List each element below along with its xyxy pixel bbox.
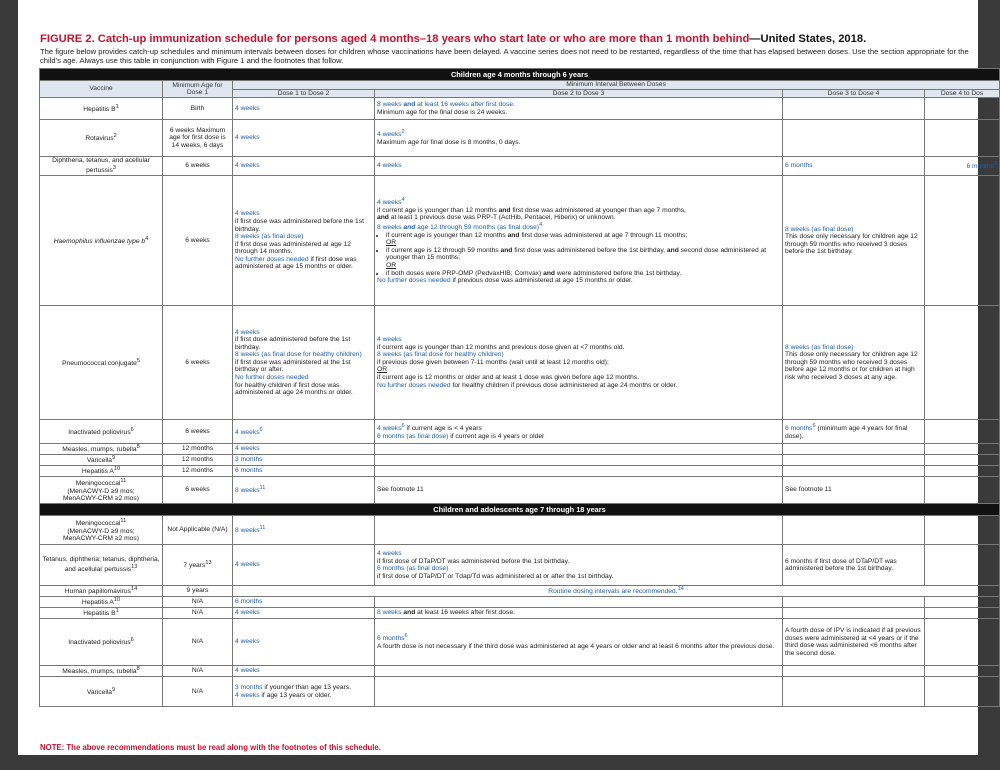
dose1-dose2-header: Dose 1 to Dose 2 [233,89,375,98]
table-row: Human papillomavirus$^{14}$ 9 years Routine dosing intervals are recommended.$^{14}$ [40,586,1000,597]
table-header-row [40,81,1000,90]
min-age-header: Minimum Age for Dose 1 [163,81,233,98]
table-row: Pneumococcal conjugate$^5$ 6 weeks 4 weeks if first dose administered before the 1st birthday. 8 weeks (as final dose for healthy children) if first dose was administered at the 1st birthday or after. No further doses needed for healthy children if first dose was administered at age 24 months or older. 4 weeks if current age is younger than 12 months and previous dose given at <7 months old. 8 weeks (as final dose for healthy children) if previous dose given between 7-11 months (wait until at least 12 months old); OR if current age is 12 months or older and at least 1 dose was given before age 12 months. No further doses needed for healthy children if previous dose administered at age 24 months or older. 8 weeks (as final dose) This dose only necessary for children age 12 through 59 months who received 3 doses before age 12 months or for children at high risk who received 3 doses at any age. [40,306,1000,420]
table-row: Varicella$^9$ 12 months 3 months [40,455,1000,466]
table-row: Haemophilus influenzae type $b^4$ 6 weeks 4 weeks if first dose was administered before the 1st birthday. 8 weeks (as final dose) if first dose was administered at age 12 through 14 months. No further doses needed if first dose was administered at age 15 months or older. 4 weeks$^4$ if current age is younger than 12 months and first dose was administered at younger than age 7 months, and at least 1 previous dose was PRP-T (ActHib, Pentacel, Hiberix) or unknown. 8 weeks and age 12 through 59 months (as final dose)$^4$ • if current age is younger than 12 months and first dose was administered at age 7 through 11 months; OR • if current age is 12 through 59 months and first dose was administered before the 1st birthday, and second dose administered at younger than 15 months; OR • if both doses were PRP-OMP (PedvaxHIB; Comvax) and were administered before the 1st birthday. No further doses needed if previous dose was administered at age 15 months or older. 8 weeks (as final dose) This dose only necessary for children age 12 through 59 months who received 3 doses before the 1st birthday. [40,176,1000,306]
dose2-dose3-header: Dose 2 to Dose 3 [375,89,783,98]
min-interval-header: Minimum Interval Between Doses [233,81,1000,90]
vaccine-cell: Hepatitis $B^1$ [40,98,163,120]
table-row: Measles, mumps, rubella$^8$ 12 months 4 weeks [40,444,1000,455]
figure-title: FIGURE 2. Catch-up immunization schedule for persons aged 4 months–18 years who start late or who are more than 1 month behind—United States, 2018. [40,33,867,45]
table-row: Measles, mumps, rubella$^8$ N/A 4 weeks [40,666,1000,677]
table-row: Hepatitis $A^{10}$ 12 months 6 months [40,466,1000,477]
table-row: Hepatitis $B^1$ N/A 4 weeks 8 weeks and at least 16 weeks after first dose. [40,608,1000,619]
footnote-note: NOTE: The above recommendations must be read along with the footnotes of this schedule. [40,743,381,752]
document-page [18,0,998,755]
table-row: Meningococcal$^{11}$ (MenACWY-D ≥9 mos; MenACWY-CRM ≥2 mos) 6 weeks 8 weeks$^{11}$ See footnote 11 See footnote 11 [40,477,1000,504]
intro-text: The figure below provides catch-up schedules and minimum intervals between doses for children whose vaccinations have been delayed. A vaccine series does not need to be restarted, regardless of the time that has elapsed between doses. Use the section appropriate for the child's age. Always use this table in conjunction with Figure 1 and the footnotes that follow. [40,47,969,66]
table-row: Varicella$^9$ N/A 3 months if younger than age 13 years. 4 weeks if age 13 years or older. [40,677,1000,707]
table-row: Inactivated poliovirus$^6$ 6 weeks 4 weeks$^6$ 4 weeks$^6$ if current age is < 4 years 6 months (as final dose) if current age is 4 years or older 6 months$^6$ (minimum age 4 years for final dose). [40,420,1000,444]
table-row: Tetanus, diphtheria; tetanus, diphtheria, and acellular pertussis$^{13}$ 7 years$^{13}$ 4 weeks 4 weeks if first dose of DTaP/DT was administered before the 1st birthday. 6 months (as final dose) if first dose of DTaP/DT or Tdap/Td was administered at or after the 1st birthday. 6 months if first dose of DTaP/DT was administered before the 1st birthday. [40,545,1000,586]
table-row: Diphtheria, tetanus, and acellular pertussis$^3$ 6 weeks 4 weeks 4 weeks 6 months 6 months$^3$ [40,157,1000,176]
dose4-dose5-header: Dose 4 to Dos [925,89,1000,98]
table-row: Rotavirus$^2$ 6 weeks Maximum age for first dose is 14 weeks, 6 days 4 weeks 4 weeks$^2$ Maximum age for final dose is 8 months, 0 days. [40,120,1000,157]
table-row: Hepatitis $B^1$ Birth 4 weeks 8 weeks and at least 16 weeks after first dose. Minimum age for the final dose is 24 weeks. [40,98,1000,120]
catch-up-schedule-table [39,68,1000,707]
table-row: Inactivated poliovirus$^6$ N/A 4 weeks 6 months$^6$ A fourth dose is not necessary if the third dose was administered at age 4 years or older and at least 6 months after the previous dose. A fourth dose of IPV is indicated if all previous doses were administered at <4 years or if the third dose was administered <6 months after the second dose. [40,619,1000,666]
section-header-7y-18y: Children and adolescents age 7 through 18 years [40,504,1000,516]
vaccine-header: Vaccine [40,81,163,98]
dose3-dose4-header: Dose 3 to Dose 4 [783,89,925,98]
section-header-4mo-6y: Children age 4 months through 6 years [40,69,1000,81]
table-row: Meningococcal$^{11}$ (MenACWY-D ≥9 mos; MenACWY-CRM ≥2 mos) Not Applicable (N/A) 8 weeks$^{11}$ [40,516,1000,545]
table-row: Hepatitis $A^{10}$ N/A 6 months [40,597,1000,608]
